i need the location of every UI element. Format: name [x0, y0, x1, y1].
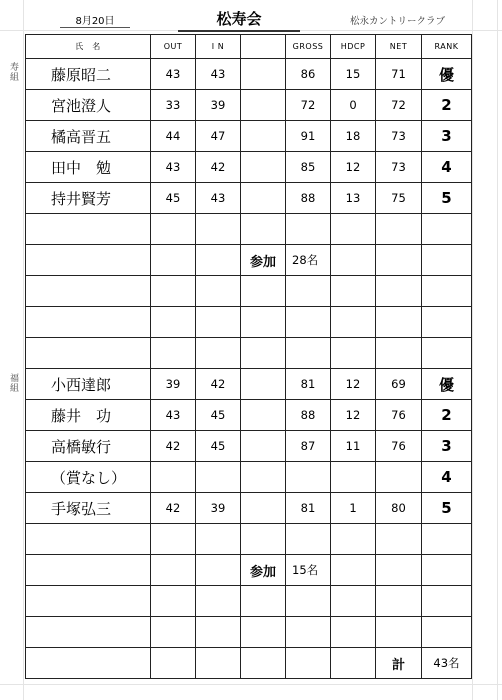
score-out: 39: [151, 369, 196, 400]
total-count: 43名: [422, 648, 472, 679]
score-in: 39: [196, 493, 241, 524]
blank-cell: [241, 400, 286, 431]
player-name: 手塚弘三: [26, 493, 151, 524]
col-header-in: I N: [196, 35, 241, 59]
score-out: 43: [151, 59, 196, 90]
score-net: 73: [376, 152, 422, 183]
results-table: [25, 34, 472, 679]
player-rank: 5: [422, 183, 472, 214]
table-row: [26, 462, 472, 493]
empty-row: [26, 276, 472, 307]
score-hdcp: 13: [331, 183, 376, 214]
col-header-blank: [241, 35, 286, 59]
table-row: [26, 369, 472, 400]
score-hdcp: 12: [331, 400, 376, 431]
table-row: [26, 431, 472, 462]
blank-cell: [241, 369, 286, 400]
score-gross: 88: [286, 400, 331, 431]
participation-label: 参加: [241, 555, 286, 586]
empty-row: [26, 617, 472, 648]
player-rank: 5: [422, 493, 472, 524]
table-row: [26, 121, 472, 152]
col-header-gross: GROSS: [286, 35, 331, 59]
score-hdcp: 11: [331, 431, 376, 462]
table-row: [26, 493, 472, 524]
score-hdcp: 1: [331, 493, 376, 524]
score-gross: 85: [286, 152, 331, 183]
page-title: 松寿会: [178, 8, 300, 32]
score-net: 76: [376, 431, 422, 462]
score-net: 69: [376, 369, 422, 400]
player-rank: 3: [422, 431, 472, 462]
table-row: [26, 183, 472, 214]
player-name: 藤井 功: [26, 400, 151, 431]
event-date: 8月20日: [60, 12, 130, 28]
player-name: 藤原昭二: [26, 59, 151, 90]
score-hdcp: 12: [331, 369, 376, 400]
score-out: 33: [151, 90, 196, 121]
player-name: 橘高晋五: [26, 121, 151, 152]
player-rank: 優: [422, 59, 472, 90]
score-out: 42: [151, 493, 196, 524]
blank-cell: [241, 493, 286, 524]
score-gross: 81: [286, 369, 331, 400]
score-net: 75: [376, 183, 422, 214]
player-rank: 3: [422, 121, 472, 152]
blank-cell: [241, 59, 286, 90]
score-out: 43: [151, 152, 196, 183]
player-rank: 4: [422, 462, 472, 493]
empty-row: [26, 214, 472, 245]
score-in: 42: [196, 369, 241, 400]
score-in: 47: [196, 121, 241, 152]
blank-cell: [241, 183, 286, 214]
score-in: 39: [196, 90, 241, 121]
player-rank: 2: [422, 90, 472, 121]
column-header-row: [26, 35, 472, 59]
empty-row: [26, 586, 472, 617]
score-in: [196, 462, 241, 493]
score-gross: 72: [286, 90, 331, 121]
score-gross: 86: [286, 59, 331, 90]
empty-row: [26, 524, 472, 555]
empty-row: [26, 307, 472, 338]
score-hdcp: [331, 462, 376, 493]
player-name: 高橋敏行: [26, 431, 151, 462]
score-gross: 81: [286, 493, 331, 524]
score-in: 43: [196, 183, 241, 214]
table-row: [26, 90, 472, 121]
score-net: 73: [376, 121, 422, 152]
player-name: 宮池澄人: [26, 90, 151, 121]
course-name: 松永カントリークラブ: [350, 16, 446, 27]
col-header-name: 氏 名: [26, 35, 151, 59]
total-label: 計: [376, 648, 422, 679]
participation-label: 参加: [241, 245, 286, 276]
score-out: 45: [151, 183, 196, 214]
blank-cell: [241, 462, 286, 493]
score-out: 43: [151, 400, 196, 431]
player-name: （賞なし）: [26, 462, 151, 493]
score-in: 45: [196, 400, 241, 431]
table-row: [26, 400, 472, 431]
blank-cell: [241, 152, 286, 183]
group-label-fuku: 福組: [8, 373, 18, 393]
score-net: 72: [376, 90, 422, 121]
blank-cell: [241, 431, 286, 462]
participation-row: [26, 245, 472, 276]
score-out: 42: [151, 431, 196, 462]
blank-cell: [241, 121, 286, 152]
player-name: 持井賢芳: [26, 183, 151, 214]
player-name: 小西達郎: [26, 369, 151, 400]
player-name: 田中 勉: [26, 152, 151, 183]
score-gross: 87: [286, 431, 331, 462]
score-hdcp: 15: [331, 59, 376, 90]
player-rank: 優: [422, 369, 472, 400]
score-net: 80: [376, 493, 422, 524]
score-gross: [286, 462, 331, 493]
score-in: 45: [196, 431, 241, 462]
table-row: [26, 152, 472, 183]
total-row: [26, 648, 472, 679]
score-net: [376, 462, 422, 493]
player-rank: 4: [422, 152, 472, 183]
score-in: 43: [196, 59, 241, 90]
participation-count: 15名: [286, 555, 331, 586]
score-gross: 91: [286, 121, 331, 152]
score-net: 71: [376, 59, 422, 90]
table-row: [26, 59, 472, 90]
score-hdcp: 12: [331, 152, 376, 183]
score-net: 76: [376, 400, 422, 431]
group-label-kotobuki: 寿組: [8, 62, 18, 82]
player-rank: 2: [422, 400, 472, 431]
blank-cell: [241, 90, 286, 121]
participation-row: [26, 555, 472, 586]
participation-count: 28名: [286, 245, 331, 276]
score-in: 42: [196, 152, 241, 183]
score-out: [151, 462, 196, 493]
col-header-rank: RANK: [422, 35, 472, 59]
empty-row: [26, 338, 472, 369]
score-out: 44: [151, 121, 196, 152]
col-header-hdcp: HDCP: [331, 35, 376, 59]
score-gross: 88: [286, 183, 331, 214]
score-hdcp: 18: [331, 121, 376, 152]
col-header-out: OUT: [151, 35, 196, 59]
col-header-net: NET: [376, 35, 422, 59]
score-hdcp: 0: [331, 90, 376, 121]
